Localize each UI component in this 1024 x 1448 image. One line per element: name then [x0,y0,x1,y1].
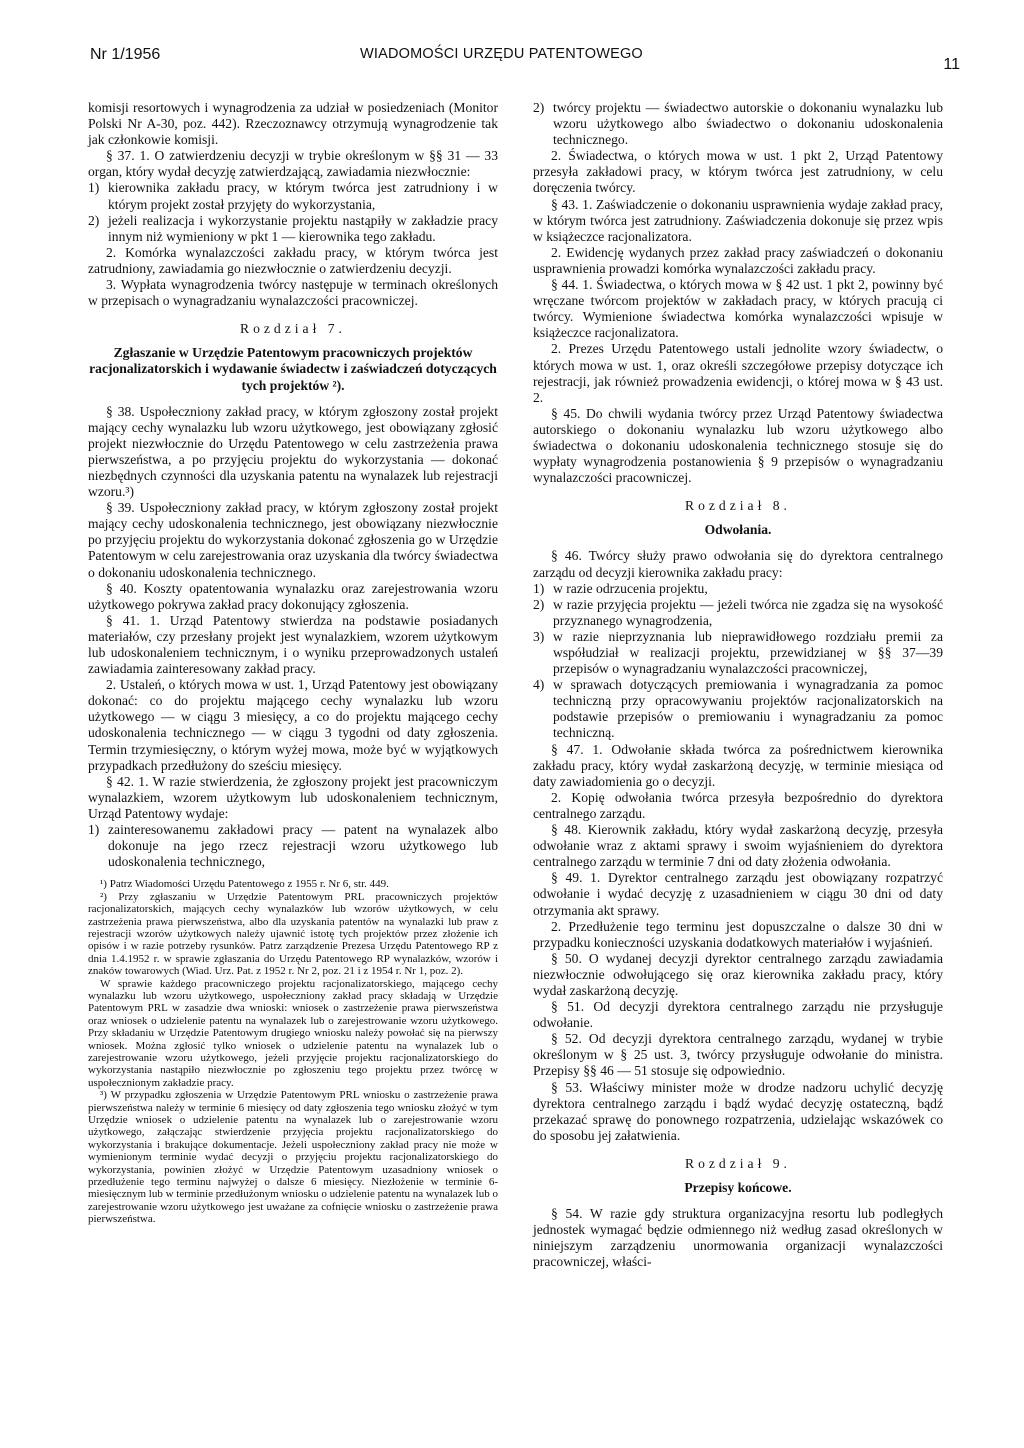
paragraph: § 39. Uspołeczniony zakład pracy, w którym zgłoszony został projekt mający cechy udoskonalenia technicznego, jest obowiązany niezwłocznie po przyjęciu projektu do wykorzystania dokonać zgłoszenia go w Urzędzie Patentowym w celu zarejestrowania oraz uzyskania dla twórcy świadectwa o dokonaniu udoskonalenia technicznego. [88,500,498,580]
list-item-number: 1) [88,822,100,838]
list-item-number: 4) [533,677,545,693]
paragraph: § 48. Kierownik zakładu, który wydał zaskarżoną decyzję, przesyła odwołanie wraz z aktami sprawy i swoim wyjaśnieniem do dyrektora centralnego zarządu w terminie 7 dni od daty złożenia odwołania. [533,822,943,870]
list-item [533,597,943,629]
list-item [88,180,498,212]
journal-title: WIADOMOŚCI URZĘDU PATENTOWEGO [360,46,643,62]
chapter-title: Odwołania. [704,522,772,538]
page-header [90,46,960,86]
footnote: W sprawie każdego pracowniczego projektu racjonalizatorskiego, mającego cechy wynalazku lub wzoru użytkowego, uspołeczniony zakład pracy składają w Urzędzie Patentowym PRL w zasadzie dwa wnioski: wniosek o zastrzeżenie prawa pierwszeństwa oraz wniosek o udzielenie patentu na wynalazek lub o zarejestrowanie wzoru użytkowego. Przy składaniu w Urzędzie Patentowym drugiego wniosku należy powołać się na pierwszy wniosek. Można zgłosić tylko wniosek o udzielenie patentu na wynalazek lub o zarejestrowanie wzoru użytkowego, jeżeli przyjęcie projektu racjonalizatorskiego do wykorzystania nastąpiło niezwłocznie po zgłoszeniu tego projektu przez twórcę w uspołecznionym zakładzie pracy. [88,977,498,1089]
paragraph: 2. Ustaleń, o których mowa w ust. 1, Urząd Patentowy jest obowiązany dokonać: co do projektu mającego cechy wynalazku lub wzoru użytkowego — w ciągu 3 miesięcy, a co do projektu mającego cechy udoskonalenia technicznego — w ciągu 3 tygodni od daty zgłoszenia. Termin trzymiesięczny, o którym wyżej mowa, może być w wyjątkowych przypadkach przedłużony do sześciu miesięcy. [88,677,498,773]
list-item-text: w sprawach dotyczących premiowania i wynagradzania za pomoc techniczną przy opracowywaniu projektów racjonalizatorskich na podstawie przepisów o premiowaniu i wynagradzaniu za pomoc techniczną. [553,677,943,741]
paragraph: § 47. 1. Odwołanie składa twórca za pośrednictwem kierownika zakładu pracy, który wydał zaskarżoną decyzję, w terminie miesiąca od daty zawiadomienia go o decyzji. [533,741,943,789]
chapter-title: Przepisy końcowe. [684,1180,792,1195]
list-item [533,629,943,677]
paragraph: § 46. Twórcy służy prawo odwołania się do dyrektora centralnego zarządu od decyzji kierownika zakładu pracy: [533,548,943,580]
paragraph: § 52. Od decyzji dyrektora centralnego zarządu, wydanej w trybie określonym w § 25 ust. 3, twórcy przysługuje odwołanie do ministra. Przepisy §§ 46 — 51 stosuje się odpowiednio. [533,1031,943,1079]
list-item-text: w razie odrzucenia projektu, [553,580,708,596]
paragraph: § 44. 1. Świadectwa, o których mowa w § 42 ust. 1 pkt 2, powinny być wręczane twórcom projektów w zakładach pracy, w których pracują ci twórcy. Wymienione świadectwa komórka wynalazczości wpisuje w książeczce racjonalizatora. [533,277,943,341]
list-item-number: 2) [533,596,545,612]
list-item-number: 2) [88,212,100,228]
footnote: ³) W przypadku zgłoszenia w Urzędzie Patentowym PRL wniosku o zastrzeżenie prawa pierwszeństwa należy w terminie 6 miesięcy od daty zgłoszenia tego wniosku złożyć w tym Urzędzie wniosek o udzielenie patentu na wynalazek lub o zarejestrowanie wzoru użytkowego, załączając stwierdzenie przyjęcia projektu racjonalizatorskiego do wykorzystania i brakujące dokumentacje. Jeżeli uspołeczniony zakład pracy nie może w wymienionym terminie wydać decyzji o przyjęciu projektu racjonalizatorskiego do wykorzystania, powinien złożyć w Urzędzie Patentowym uzasadniony wniosek o przedłużenie tego terminu najwyżej o dalsze 6 miesięcy. Niezłożenie w terminie 6-miesięcznym lub w terminie przedłużonym wniosku o udzielenie patentu na wynalazek lub o zarejestrowanie wzoru użytkowego jest uważane za cofnięcie wniosku o zastrzeżenie prawa pierwszeństwa. [88,1089,498,1226]
paragraph: § 51. Od decyzji dyrektora centralnego zarządu nie przysługuje odwołanie. [533,999,943,1031]
list-item-text: zainteresowanemu zakładowi pracy — patent na wynalazek albo dokonuje na jego rzecz rejestracji wzoru użytkowego lub udoskonalenia technicznego, [108,822,498,870]
paragraph: § 38. Uspołeczniony zakład pracy, w którym zgłoszony został projekt mający cechy wynalazku lub wzoru użytkowego, jest obowiązany zgłosić projekt niezwłocznie do Urzędu Patentowego w celu zastrzeżenia prawa pierwszeństwa, a po przyjęciu projektu do wykorzystania — dokonać niezbędnych czynności dla uzyskania patentu na wynalazek lub rejestracji wzoru.³) [88,403,498,500]
paragraph: § 41. 1. Urząd Patentowy stwierdza na podstawie posiadanych materiałów, czy przesłany projekt jest wynalazkiem, wzorem użytkowym lub udoskonaleniem technicznym, i o wyniku przeprowadzonych ustaleń zawiadamia zainteresowany zakład pracy. [88,612,498,677]
right-column [533,100,943,1270]
footnote: ¹) Patrz Wiadomości Urzędu Patentowego z 1955 r. Nr 6, str. 449. [100,878,389,891]
paragraph: § 49. 1. Dyrektor centralnego zarządu jest obowiązany rozpatrzyć odwołanie i wydać decyzję z uzasadnieniem w ciągu 30 dni od daty otrzymania akt sprawy. [533,870,943,918]
chapter-title: Zgłaszanie w Urzędzie Patentowym pracowniczych projektów racjonalizatorskich i wydawanie świadectw i zaświadczeń dotyczących tych projektów ²). [89,345,497,393]
list-item-number: 1) [88,180,100,196]
list-item-text: kierownika zakładu pracy, w którym twórca jest zatrudniony i w którym projekt został przyjęty do wykorzystania, [108,180,498,212]
left-column [88,100,498,1226]
paragraph: § 45. Do chwili wydania twórcy przez Urząd Patentowy świadectwa autorskiego o dokonaniu wynalazku lub wzoru użytkowego albo świadectwa o dokonaniu udoskonalenia technicznego stosuje się do wypłaty wynagrodzenia postanowienia § 9 przepisów o wynagradzaniu wynalazczości pracowniczej. [533,405,943,486]
list-item [88,213,498,245]
list-item-text: jeżeli realizacja i wykorzystanie projektu nastąpiły w zakładzie pracy innym niż wymieniony w pkt 1 — kierownika tego zakładu. [108,212,498,244]
list-item [88,822,498,870]
list-item [533,581,943,597]
paragraph: § 40. Koszty opatentowania wynalazku oraz zarejestrowania wzoru użytkowego pokrywa zakład pracy dokonujący zgłoszenia. [88,580,498,612]
chapter-heading: Rozdział 8. [685,498,791,514]
list-item-text: w razie nieprzyznania lub nieprawidłowego rozdziału premii za współudział w realizacji projektu, przewidzianej w §§ 37—39 przepisów o wynagradzaniu wynalazczości pracowniczej, [553,628,943,677]
footnotes [88,878,498,1225]
issue-number: Nr 1/1956 [90,46,161,63]
paragraph: komisji resortowych i wynagrodzenia za udział w posiedzeniach (Monitor Polski Nr A-30, poz. 442). Rzeczoznawcy otrzymują wynagrodzenie tak jak członkowie komisji. [88,100,498,148]
paragraph: 2. Prezes Urzędu Patentowego ustali jednolite wzory świadectw, o których mowa w ust. 1, oraz określi szczegółowe przepisy dotyczące ich rejestracji, jak również prowadzenia ewidencji, o której mowa w § 43 ust. 2. [533,341,943,405]
list-item [533,677,943,741]
chapter-heading: Rozdział 7. [240,321,346,337]
paragraph: § 53. Właściwy minister może w drodze nadzoru uchylić decyzję dyrektora centralnego zarządu i bądź wydać decyzję ostateczną, bądź przekazać sprawę do ponownego rozpatrzenia, udzielając wskazówek co do sposobu jej załatwienia. [533,1079,943,1143]
list-item-text: twórcy projektu — świadectwo autorskie o dokonaniu wynalazku lub wzoru użytkowego albo świadectwo o dokonaniu udoskonalenia technicznego. [553,100,943,148]
list-item-number: 2) [533,100,545,115]
paragraph: § 50. O wydanej decyzji dyrektor centralnego zarządu zawiadamia niezwłocznie odwołującego się oraz kierownika zakładu pracy, który wydał zaskarżoną decyzję. [533,950,943,998]
list-item-number: 3) [533,628,545,644]
paragraph: § 37. 1. O zatwierdzeniu decyzji w trybie określonym w §§ 31 — 33 organ, który wydał decyzję zatwierdzającą, zawiadamia niezwłocznie: [88,148,498,180]
list-item-text: w razie przyjęcia projektu — jeżeli twórca nie zgadza się na wysokość przyznanego wynagrodzenia, [553,596,943,628]
paragraph: 2. Komórka wynalazczości zakładu pracy, w którym twórca jest zatrudniony, zawiadamia go niezwłocznie o zatwierdzeniu decyzji. [88,244,498,276]
paragraph: § 43. 1. Zaświadczenie o dokonaniu usprawnienia wydaje zakład pracy, w którym twórca jest zatrudniony. Zaświadczenia dokonuje się przez wpis w książeczce racjonalizatora. [533,196,943,244]
footnote: ²) Przy zgłaszaniu w Urzędzie Patentowym PRL pracowniczych projektów racjonalizatorskich, mających cechy wynalazków lub wzorów użytkowych, w celu zastrzeżenia prawa pierwszeństwa, albo dla uzyskania patentów na wynalazki lub praw z rejestracji wzorów użytkowych należy ujawnić istotę tych projektów przez złożenie ich opisów i w razie potrzeby rysunków. Patrz zarządzenie Prezesa Urzędu Patentowego RP z dnia 1.4.1952 r. w sprawie zgłaszania do Urzędu Patentowego RP wynalazków, wzorów i znaków towarowych (Wiad. Urz. Pat. z 1952 r. Nr 2, poz. 21 i z 1954 r. Nr 1, poz. 2). [88,890,498,978]
chapter-heading: Rozdział 9. [685,1155,791,1171]
list-item-number: 1) [533,580,545,596]
list-item [533,100,943,148]
paragraph: § 54. W razie gdy struktura organizacyjna resortu lub podległych jednostek wymagać będzie odmiennego niż według zasad określonych w niniejszym zarządzeniu unormowania organizacji wynalazczości pracowniczej, właści- [533,1206,943,1270]
paragraph: 2. Ewidencję wydanych przez zakład pracy zaświadczeń o dokonaniu usprawnienia prowadzi komórka wynalazczości zakładu pracy. [533,244,943,276]
page-number: 11 [943,56,960,73]
paragraph: 2. Świadectwa, o których mowa w ust. 1 pkt 2, Urząd Patentowy przesyła zakładowi pracy, w którym twórca jest zatrudniony, w celu doręczenia twórcy. [533,148,943,196]
paragraph: 2. Przedłużenie tego terminu jest dopuszczalne o dalsze 30 dni w przypadku konieczności uzyskania dodatkowych materiałów i wyjaśnień. [533,918,943,950]
paragraph: 2. Kopię odwołania twórca przesyła bezpośrednio do dyrektora centralnego zarządu. [533,789,943,821]
paragraph: 3. Wypłata wynagrodzenia twórcy następuje w terminach określonych w przepisach o wynagradzaniu wynalazczości pracowniczej. [88,277,498,309]
paragraph: § 42. 1. W razie stwierdzenia, że zgłoszony projekt jest pracowniczym wynalazkiem, wzorem użytkowym lub udoskonaleniem technicznym, Urząd Patentowy wydaje: [88,773,498,821]
